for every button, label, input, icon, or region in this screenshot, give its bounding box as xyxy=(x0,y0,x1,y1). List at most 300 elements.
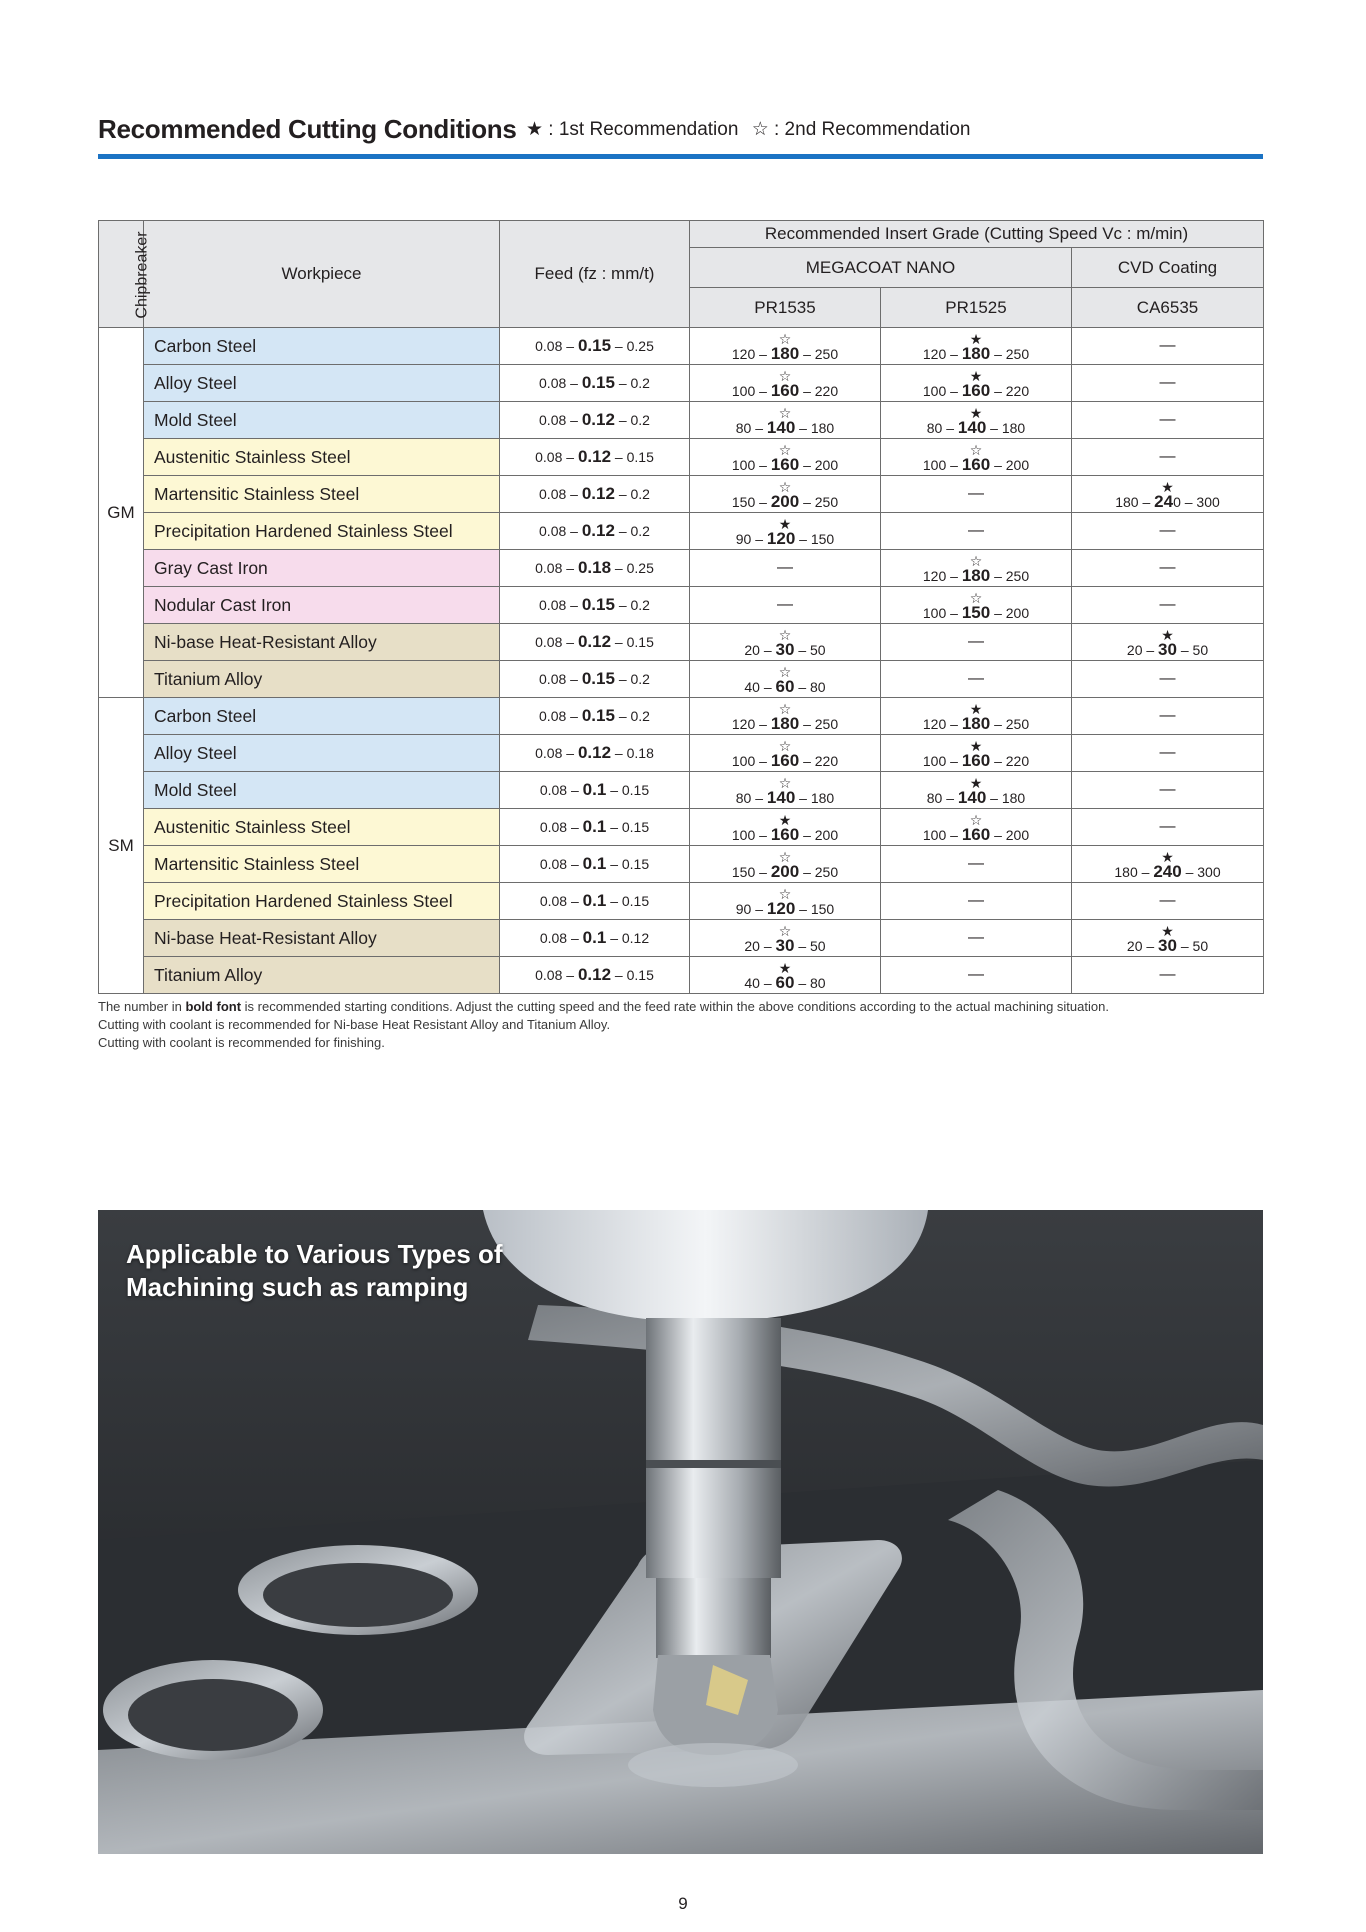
grade-pr1525-header: PR1525 xyxy=(881,288,1072,328)
workpiece-cell: Carbon Steel xyxy=(144,328,500,365)
speed-range xyxy=(922,750,1030,770)
speed-mid: 160 xyxy=(770,824,800,844)
speed-mid: 160 xyxy=(770,750,800,770)
speed-range xyxy=(731,343,839,363)
feed-cell xyxy=(500,661,690,698)
table-row xyxy=(99,439,1264,476)
feed-mid: 0.12 xyxy=(581,410,615,429)
feed-mid: 0.18 xyxy=(577,558,612,577)
speed-cell-pr1525 xyxy=(881,550,1072,587)
feed-lo: 0.08 – xyxy=(539,819,583,835)
speed-lo: 100 – xyxy=(922,752,962,769)
feed-mid: 0.15 xyxy=(577,336,612,355)
feed-mid: 0.12 xyxy=(581,521,615,540)
speed-range xyxy=(731,750,839,770)
legend-second-recommendation: ☆ : 2nd Recommendation xyxy=(751,119,971,140)
feed-lo: 0.08 – xyxy=(539,412,582,428)
feed-mid: 0.15 xyxy=(581,373,615,392)
table-row xyxy=(99,846,1264,883)
feed-lo: 0.08 – xyxy=(539,930,583,946)
first-recommendation-star-icon: ★ xyxy=(1161,848,1174,865)
speed-cell-pr1535 xyxy=(690,957,881,994)
feed-cell xyxy=(500,624,690,661)
workpiece-cell: Precipitation Hardened Stainless Steel xyxy=(144,513,500,550)
speed-hi: – 180 xyxy=(986,419,1026,436)
feed-lo: 0.08 – xyxy=(535,449,578,465)
not-applicable-cell: — xyxy=(1072,587,1264,624)
speed-cell-ca6535 xyxy=(1072,846,1264,883)
first-recommendation-star-icon: ★ xyxy=(778,959,792,976)
speed-range xyxy=(731,861,839,881)
speed-lo: 80 – xyxy=(926,419,958,436)
speed-range xyxy=(731,380,839,400)
second-recommendation-star-icon: ☆ xyxy=(778,774,792,791)
speed-range xyxy=(744,676,826,696)
feed-cell xyxy=(500,365,690,402)
workpiece-cell: Nodular Cast Iron xyxy=(144,587,500,624)
machining-illustration xyxy=(98,1210,1263,1854)
feed-cell xyxy=(500,587,690,624)
footnotes xyxy=(98,998,1263,1052)
not-applicable-cell: — xyxy=(881,661,1072,698)
first-recommendation-star-icon: ★ xyxy=(778,515,792,532)
speed-cell-pr1535 xyxy=(690,661,881,698)
not-applicable-cell: — xyxy=(690,550,881,587)
second-recommendation-star-icon: ☆ xyxy=(969,589,983,606)
table-row xyxy=(99,920,1264,957)
speed-range xyxy=(731,824,839,844)
not-applicable-cell: — xyxy=(881,624,1072,661)
not-applicable-cell: — xyxy=(1072,809,1264,846)
feed-cell xyxy=(500,920,690,957)
feed-hi: – 0.15 xyxy=(611,634,654,650)
speed-cell-pr1525 xyxy=(881,735,1072,772)
speed-range xyxy=(731,454,839,474)
speed-hi: – 50 xyxy=(794,937,826,954)
speed-mid: 200 xyxy=(770,861,800,881)
speed-mid: 160 xyxy=(961,824,991,844)
speed-lo: 40 – xyxy=(744,974,776,991)
speed-hi: – 150 xyxy=(795,530,835,547)
speed-cell-ca6535 xyxy=(1072,624,1264,661)
speed-lo: 150 – xyxy=(731,863,771,880)
speed-cell-pr1535 xyxy=(690,365,881,402)
feed-hi: – 0.15 xyxy=(611,967,654,983)
speed-range xyxy=(1115,491,1220,511)
speed-hi: – 200 xyxy=(990,456,1030,473)
feed-mid: 0.15 xyxy=(581,595,615,614)
feed-hi: – 0.12 xyxy=(606,930,650,946)
feed-hi: – 0.2 xyxy=(614,523,650,539)
speed-mid: 160 xyxy=(770,454,800,474)
feed-cell xyxy=(500,328,690,365)
not-applicable-cell: — xyxy=(1072,883,1264,920)
speed-range xyxy=(922,343,1030,363)
speed-lo: 120 – xyxy=(731,345,771,362)
second-recommendation-star-icon: ☆ xyxy=(778,737,792,754)
feed-hi: – 0.2 xyxy=(614,412,650,428)
speed-lo: 100 – xyxy=(731,456,771,473)
tool-shank xyxy=(646,1318,781,1578)
speed-range xyxy=(922,565,1030,585)
second-recommendation-star-icon: ☆ xyxy=(778,626,792,643)
second-recommendation-star-icon: ☆ xyxy=(778,700,792,717)
feed-cell xyxy=(500,550,690,587)
feed-hi: – 0.2 xyxy=(614,375,650,391)
not-applicable-cell: — xyxy=(1072,957,1264,994)
speed-lo: 180 – xyxy=(1115,493,1155,510)
feed-hi: – 0.15 xyxy=(606,856,650,872)
feed-lo: 0.08 – xyxy=(535,560,578,576)
table-body xyxy=(99,328,1264,994)
feed-lo: 0.08 – xyxy=(539,708,582,724)
speed-hi: – 250 xyxy=(799,715,839,732)
speed-mid: 120 xyxy=(766,528,796,548)
speed-hi: – 150 xyxy=(795,900,835,917)
speed-hi: – 200 xyxy=(799,826,839,843)
speed-lo: 150 – xyxy=(731,493,771,510)
feed-hi: – 0.25 xyxy=(611,338,654,354)
speed-mid: 180 xyxy=(770,343,800,363)
second-recommendation-star-icon: ☆ xyxy=(778,885,792,902)
feed-lo: 0.08 – xyxy=(539,782,583,798)
not-applicable-cell: — xyxy=(1072,439,1264,476)
speed-hi: – 50 xyxy=(794,641,826,658)
workpiece-cell: Ni-base Heat-Resistant Alloy xyxy=(144,920,500,957)
workpiece-cell: Titanium Alloy xyxy=(144,661,500,698)
table-row xyxy=(99,402,1264,439)
speed-range xyxy=(922,454,1030,474)
speed-range xyxy=(1126,639,1209,659)
speed-range xyxy=(926,787,1026,807)
feed-lo: 0.08 – xyxy=(539,375,582,391)
speed-lo: 100 – xyxy=(731,826,771,843)
feed-lo: 0.08 – xyxy=(539,523,582,539)
speed-mid: 180 xyxy=(961,343,991,363)
speed-lo: 100 – xyxy=(922,456,962,473)
speed-hi: – 200 xyxy=(990,604,1030,621)
speed-lo: 90 – xyxy=(735,530,767,547)
table-row xyxy=(99,328,1264,365)
second-recommendation-star-icon: ☆ xyxy=(778,404,792,421)
speed-cell-pr1525 xyxy=(881,809,1072,846)
speed-lo: 90 – xyxy=(735,900,767,917)
table-row xyxy=(99,661,1264,698)
table-row xyxy=(99,624,1264,661)
speed-hi: – 220 xyxy=(990,752,1030,769)
speed-hi: – 250 xyxy=(799,345,839,362)
speed-mid: 140 xyxy=(957,417,987,437)
speed-mid: 140 xyxy=(957,787,987,807)
speed-range xyxy=(735,787,835,807)
first-recommendation-star-icon: ★ xyxy=(969,700,983,717)
speed-cell-pr1535 xyxy=(690,772,881,809)
photo-caption-line-1: Applicable to Various Types of xyxy=(126,1239,503,1269)
second-recommendation-star-icon: ☆ xyxy=(778,441,792,458)
speed-hi: – 220 xyxy=(799,752,839,769)
speed-cell-pr1535 xyxy=(690,328,881,365)
page-number: 9 xyxy=(678,1894,688,1913)
feed-hi: – 0.2 xyxy=(614,671,650,687)
speed-cell-pr1535 xyxy=(690,439,881,476)
feed-cell xyxy=(500,439,690,476)
feed-hi: – 0.15 xyxy=(611,449,654,465)
table-row xyxy=(99,957,1264,994)
speed-mid: 30 xyxy=(775,639,795,659)
speed-mid: 240 xyxy=(1153,861,1182,881)
speed-mid: 200 xyxy=(770,491,800,511)
feed-lo: 0.08 – xyxy=(535,745,578,761)
feed-hi: – 0.15 xyxy=(606,782,650,798)
table-row xyxy=(99,365,1264,402)
table-row xyxy=(99,476,1264,513)
speed-hi: – 300 xyxy=(1181,863,1221,880)
speed-hi: – 250 xyxy=(799,493,839,510)
feed-lo: 0.08 – xyxy=(539,671,582,687)
speed-mid: 120 xyxy=(766,898,796,918)
cvd-coating-header: CVD Coating xyxy=(1072,248,1264,288)
table-row xyxy=(99,513,1264,550)
speed-range xyxy=(735,528,835,548)
workpiece-cell: Titanium Alloy xyxy=(144,957,500,994)
speed-hi: – 220 xyxy=(799,382,839,399)
insert-grade-header: Recommended Insert Grade (Cutting Speed Vc : m/min) xyxy=(690,221,1264,248)
chipbreaker-header: Chipbreaker xyxy=(99,221,144,328)
feed-mid: 0.15 xyxy=(581,706,615,725)
footnote-2: Cutting with coolant is recommended for Ni-base Heat Resistant Alloy and Titanium Alloy. xyxy=(98,1017,611,1032)
speed-hi: 0 – 300 xyxy=(1173,493,1220,510)
not-applicable-cell: — xyxy=(881,513,1072,550)
speed-mid: 180 xyxy=(961,565,991,585)
speed-mid: 180 xyxy=(961,713,991,733)
chipbreaker-cell: SM xyxy=(99,698,144,994)
speed-hi: – 250 xyxy=(990,345,1030,362)
feed-hi: – 0.15 xyxy=(606,819,650,835)
feed-lo: 0.08 – xyxy=(539,597,582,613)
feed-hi: – 0.2 xyxy=(614,597,650,613)
photo-caption xyxy=(126,1238,503,1304)
speed-cell-pr1525 xyxy=(881,439,1072,476)
speed-hi: – 200 xyxy=(990,826,1030,843)
feed-mid: 0.1 xyxy=(582,854,607,873)
not-applicable-cell: — xyxy=(1072,513,1264,550)
speed-lo: 80 – xyxy=(735,789,767,806)
footnote-1: The number in bold font is recommended starting conditions. Adjust the cutting speed and the feed rate within the above conditions according to the actual machining situation. xyxy=(98,999,1109,1014)
feed-mid: 0.12 xyxy=(577,743,612,762)
speed-range xyxy=(922,713,1030,733)
speed-hi: – 50 xyxy=(1176,937,1209,954)
feed-lo: 0.08 – xyxy=(535,634,578,650)
second-recommendation-star-icon: ☆ xyxy=(969,552,983,569)
not-applicable-cell: — xyxy=(881,883,1072,920)
speed-range xyxy=(922,380,1030,400)
pocket-1-floor xyxy=(263,1563,453,1627)
feed-lo: 0.08 – xyxy=(539,856,583,872)
speed-range xyxy=(1114,861,1221,881)
speed-mid: 60 xyxy=(775,676,795,696)
feed-mid: 0.15 xyxy=(581,669,615,688)
second-recommendation-star-icon: ☆ xyxy=(778,367,792,384)
speed-lo: 20 – xyxy=(1126,937,1159,954)
table-row xyxy=(99,587,1264,624)
legend-first-recommendation: ★ : 1st Recommendation xyxy=(526,119,739,140)
photo-caption-line-2: Machining such as ramping xyxy=(126,1272,469,1302)
workpiece-cell: Alloy Steel xyxy=(144,735,500,772)
pocket-2-floor xyxy=(128,1679,298,1751)
first-recommendation-star-icon: ★ xyxy=(969,737,983,754)
feed-cell xyxy=(500,809,690,846)
machining-photo xyxy=(98,1210,1263,1854)
speed-cell-ca6535 xyxy=(1072,476,1264,513)
feed-lo: 0.08 – xyxy=(535,338,578,354)
speed-lo: 20 – xyxy=(1126,641,1159,658)
not-applicable-cell: — xyxy=(1072,735,1264,772)
feed-hi: – 0.2 xyxy=(614,708,650,724)
feed-hi: – 0.25 xyxy=(611,560,654,576)
speed-cell-pr1525 xyxy=(881,698,1072,735)
first-recommendation-star-icon: ★ xyxy=(1161,478,1174,495)
workpiece-cell: Gray Cast Iron xyxy=(144,550,500,587)
not-applicable-cell: — xyxy=(1072,365,1264,402)
feed-cell xyxy=(500,846,690,883)
legend xyxy=(526,118,978,141)
speed-mid: 24 xyxy=(1154,491,1174,511)
table-row xyxy=(99,698,1264,735)
speed-cell-pr1525 xyxy=(881,365,1072,402)
feed-cell xyxy=(500,476,690,513)
speed-lo: 100 – xyxy=(922,382,962,399)
speed-range xyxy=(735,898,835,918)
tool-collar xyxy=(646,1460,781,1468)
not-applicable-cell: — xyxy=(690,587,881,624)
speed-cell-pr1535 xyxy=(690,846,881,883)
speed-range xyxy=(731,713,839,733)
first-recommendation-star-icon: ★ xyxy=(969,774,983,791)
speed-mid: 30 xyxy=(1158,935,1177,955)
table-row xyxy=(99,883,1264,920)
speed-cell-pr1535 xyxy=(690,809,881,846)
first-recommendation-star-icon: ★ xyxy=(1161,922,1174,939)
feed-mid: 0.1 xyxy=(582,817,607,836)
speed-range xyxy=(922,824,1030,844)
speed-cell-pr1535 xyxy=(690,883,881,920)
speed-cell-pr1535 xyxy=(690,402,881,439)
second-recommendation-star-icon: ☆ xyxy=(778,848,792,865)
feed-cell xyxy=(500,402,690,439)
page-title: Recommended Cutting Conditions xyxy=(98,114,517,144)
megacoat-nano-header: MEGACOAT NANO xyxy=(690,248,1072,288)
feed-cell xyxy=(500,957,690,994)
speed-hi: – 180 xyxy=(986,789,1026,806)
first-recommendation-star-icon: ★ xyxy=(969,404,983,421)
speed-lo: 120 – xyxy=(922,345,962,362)
first-recommendation-star-icon: ★ xyxy=(1161,626,1174,643)
feed-mid: 0.12 xyxy=(581,484,615,503)
table-row xyxy=(99,550,1264,587)
speed-cell-pr1535 xyxy=(690,513,881,550)
speed-range xyxy=(735,417,835,437)
workpiece-cell: Mold Steel xyxy=(144,772,500,809)
speed-mid: 150 xyxy=(961,602,991,622)
feed-cell xyxy=(500,735,690,772)
speed-lo: 80 – xyxy=(926,789,958,806)
table-row xyxy=(99,735,1264,772)
speed-range xyxy=(744,972,826,992)
speed-mid: 140 xyxy=(766,787,796,807)
footnote-3: Cutting with coolant is recommended for finishing. xyxy=(98,1035,385,1050)
table-row xyxy=(99,772,1264,809)
feed-lo: 0.08 – xyxy=(539,486,582,502)
speed-mid: 60 xyxy=(775,972,795,992)
speed-hi: – 220 xyxy=(990,382,1030,399)
workpiece-cell: Ni-base Heat-Resistant Alloy xyxy=(144,624,500,661)
speed-mid: 180 xyxy=(770,713,800,733)
first-recommendation-star-icon: ★ xyxy=(969,330,983,347)
feed-cell xyxy=(500,772,690,809)
feed-lo: 0.08 – xyxy=(539,893,583,909)
not-applicable-cell: — xyxy=(881,957,1072,994)
page-header xyxy=(98,108,1263,162)
speed-cell-pr1535 xyxy=(690,920,881,957)
speed-lo: 100 – xyxy=(922,826,962,843)
speed-lo: 40 – xyxy=(744,678,776,695)
speed-range xyxy=(1126,935,1209,955)
speed-range xyxy=(731,491,839,511)
second-recommendation-star-icon: ☆ xyxy=(778,478,792,495)
not-applicable-cell: — xyxy=(1072,402,1264,439)
workpiece-cell: Austenitic Stainless Steel xyxy=(144,809,500,846)
speed-cell-pr1525 xyxy=(881,328,1072,365)
second-recommendation-star-icon: ☆ xyxy=(969,441,983,458)
speed-mid: 30 xyxy=(775,935,795,955)
feed-mid: 0.12 xyxy=(577,447,612,466)
speed-cell-pr1525 xyxy=(881,772,1072,809)
feed-mid: 0.1 xyxy=(582,780,607,799)
table-row xyxy=(99,809,1264,846)
feed-mid: 0.12 xyxy=(577,965,612,984)
feed-lo: 0.08 – xyxy=(535,967,578,983)
feed-mid: 0.1 xyxy=(582,891,607,910)
feed-header: Feed (fz : mm/t) xyxy=(500,221,690,328)
grade-pr1535-header: PR1535 xyxy=(690,288,881,328)
speed-cell-pr1535 xyxy=(690,476,881,513)
speed-mid: 160 xyxy=(961,380,991,400)
feed-cell xyxy=(500,883,690,920)
speed-hi: – 50 xyxy=(1176,641,1209,658)
feed-cell xyxy=(500,698,690,735)
speed-hi: – 200 xyxy=(799,456,839,473)
not-applicable-cell: — xyxy=(881,476,1072,513)
workpiece-header: Workpiece xyxy=(144,221,500,328)
speed-lo: 120 – xyxy=(922,567,962,584)
speed-cell-ca6535 xyxy=(1072,920,1264,957)
not-applicable-cell: — xyxy=(1072,661,1264,698)
workpiece-cell: Austenitic Stainless Steel xyxy=(144,439,500,476)
speed-mid: 30 xyxy=(1158,639,1177,659)
tool-holder xyxy=(656,1578,771,1658)
speed-cell-pr1525 xyxy=(881,587,1072,624)
speed-hi: – 80 xyxy=(794,974,826,991)
speed-mid: 160 xyxy=(961,454,991,474)
workpiece-cell: Martensitic Stainless Steel xyxy=(144,846,500,883)
speed-range xyxy=(922,602,1030,622)
speed-lo: 120 – xyxy=(922,715,962,732)
not-applicable-cell: — xyxy=(1072,328,1264,365)
feed-mid: 0.12 xyxy=(577,632,612,651)
workpiece-cell: Carbon Steel xyxy=(144,698,500,735)
not-applicable-cell: — xyxy=(1072,772,1264,809)
speed-range xyxy=(744,639,826,659)
